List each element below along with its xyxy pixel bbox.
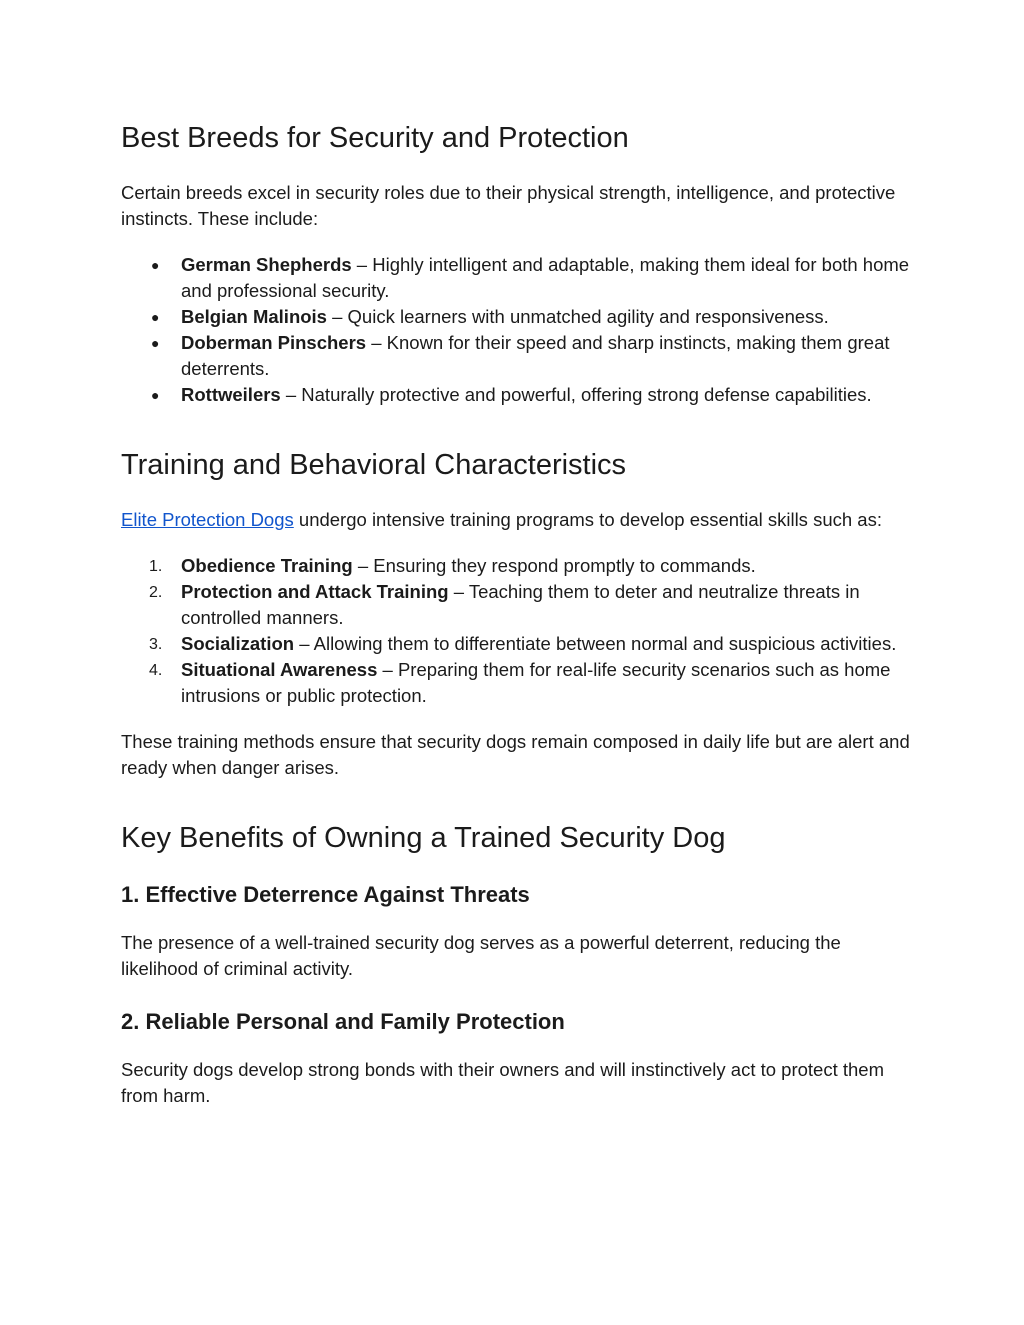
document-page (121, 116, 911, 1109)
bullet-icon: ● (151, 335, 160, 351)
list-item (121, 631, 911, 657)
breed-name: Belgian Malinois (181, 306, 327, 327)
training-intro-text: undergo intensive training programs to develop essential skills such as: (293, 509, 882, 530)
list-item (121, 657, 911, 709)
training-name: Obedience Training (181, 555, 353, 576)
training-name: Protection and Attack Training (181, 581, 449, 602)
list-item (121, 252, 911, 304)
heading-training: Training and Behavioral Characteristics (121, 449, 627, 481)
training-outro: These training methods ensure that security dogs remain composed in daily life but are alert and ready when danger arises. (121, 731, 910, 778)
list-item (121, 330, 911, 382)
list-item (121, 382, 911, 408)
training-list (121, 553, 911, 709)
breed-description: – Quick learners with unmatched agility and responsiveness. (326, 306, 829, 327)
list-number: 2. (149, 584, 163, 601)
training-intro (121, 507, 911, 533)
breed-description: – Known for their speed and sharp instincts, making them great deterrents. (181, 332, 890, 379)
breed-name: German Shepherds (181, 254, 352, 275)
list-item (121, 579, 911, 631)
list-item (121, 553, 911, 579)
breed-name: Doberman Pinschers (181, 332, 367, 353)
subheading-deterrence: 1. Effective Deterrence Against Threats (121, 882, 530, 907)
heading-key-benefits: Key Benefits of Owning a Trained Security Dog (121, 822, 726, 854)
heading-best-breeds: Best Breeds for Security and Protection (121, 122, 629, 154)
list-item (121, 304, 911, 330)
family-protection-body: Security dogs develop strong bonds with their owners and will instinctively act to protect them from harm. (121, 1059, 884, 1106)
breeds-intro: Certain breeds excel in security roles due to their physical strength, intelligence, and protective instincts. These include: (121, 182, 896, 229)
training-description: – Teaching them to deter and neutralize threats in controlled manners. (181, 581, 860, 628)
elite-protection-dogs-link[interactable]: Elite Protection Dogs (121, 509, 294, 530)
training-name: Situational Awareness (181, 659, 378, 680)
list-number: 1. (149, 558, 163, 575)
breed-name: Rottweilers (181, 384, 281, 405)
training-name: Socialization (181, 633, 295, 654)
bullet-icon: ● (151, 387, 160, 403)
list-number: 3. (149, 636, 163, 653)
deterrence-body: The presence of a well-trained security dog serves as a powerful deterrent, reducing the likelihood of criminal activity. (121, 932, 841, 979)
breed-description: – Naturally protective and powerful, offering strong defense capabilities. (280, 384, 872, 405)
breed-description: – Highly intelligent and adaptable, making them ideal for both home and professional security. (181, 254, 910, 301)
training-description: – Preparing them for real-life security scenarios such as home intrusions or public protection. (181, 659, 891, 706)
training-description: – Allowing them to differentiate between normal and suspicious activities. (294, 633, 897, 654)
bullet-icon: ● (151, 309, 160, 325)
training-description: – Ensuring they respond promptly to commands. (352, 555, 756, 576)
bullet-icon: ● (151, 257, 160, 273)
list-number: 4. (149, 662, 163, 679)
breeds-list (121, 252, 911, 408)
subheading-family-protection: 2. Reliable Personal and Family Protection (121, 1009, 565, 1034)
